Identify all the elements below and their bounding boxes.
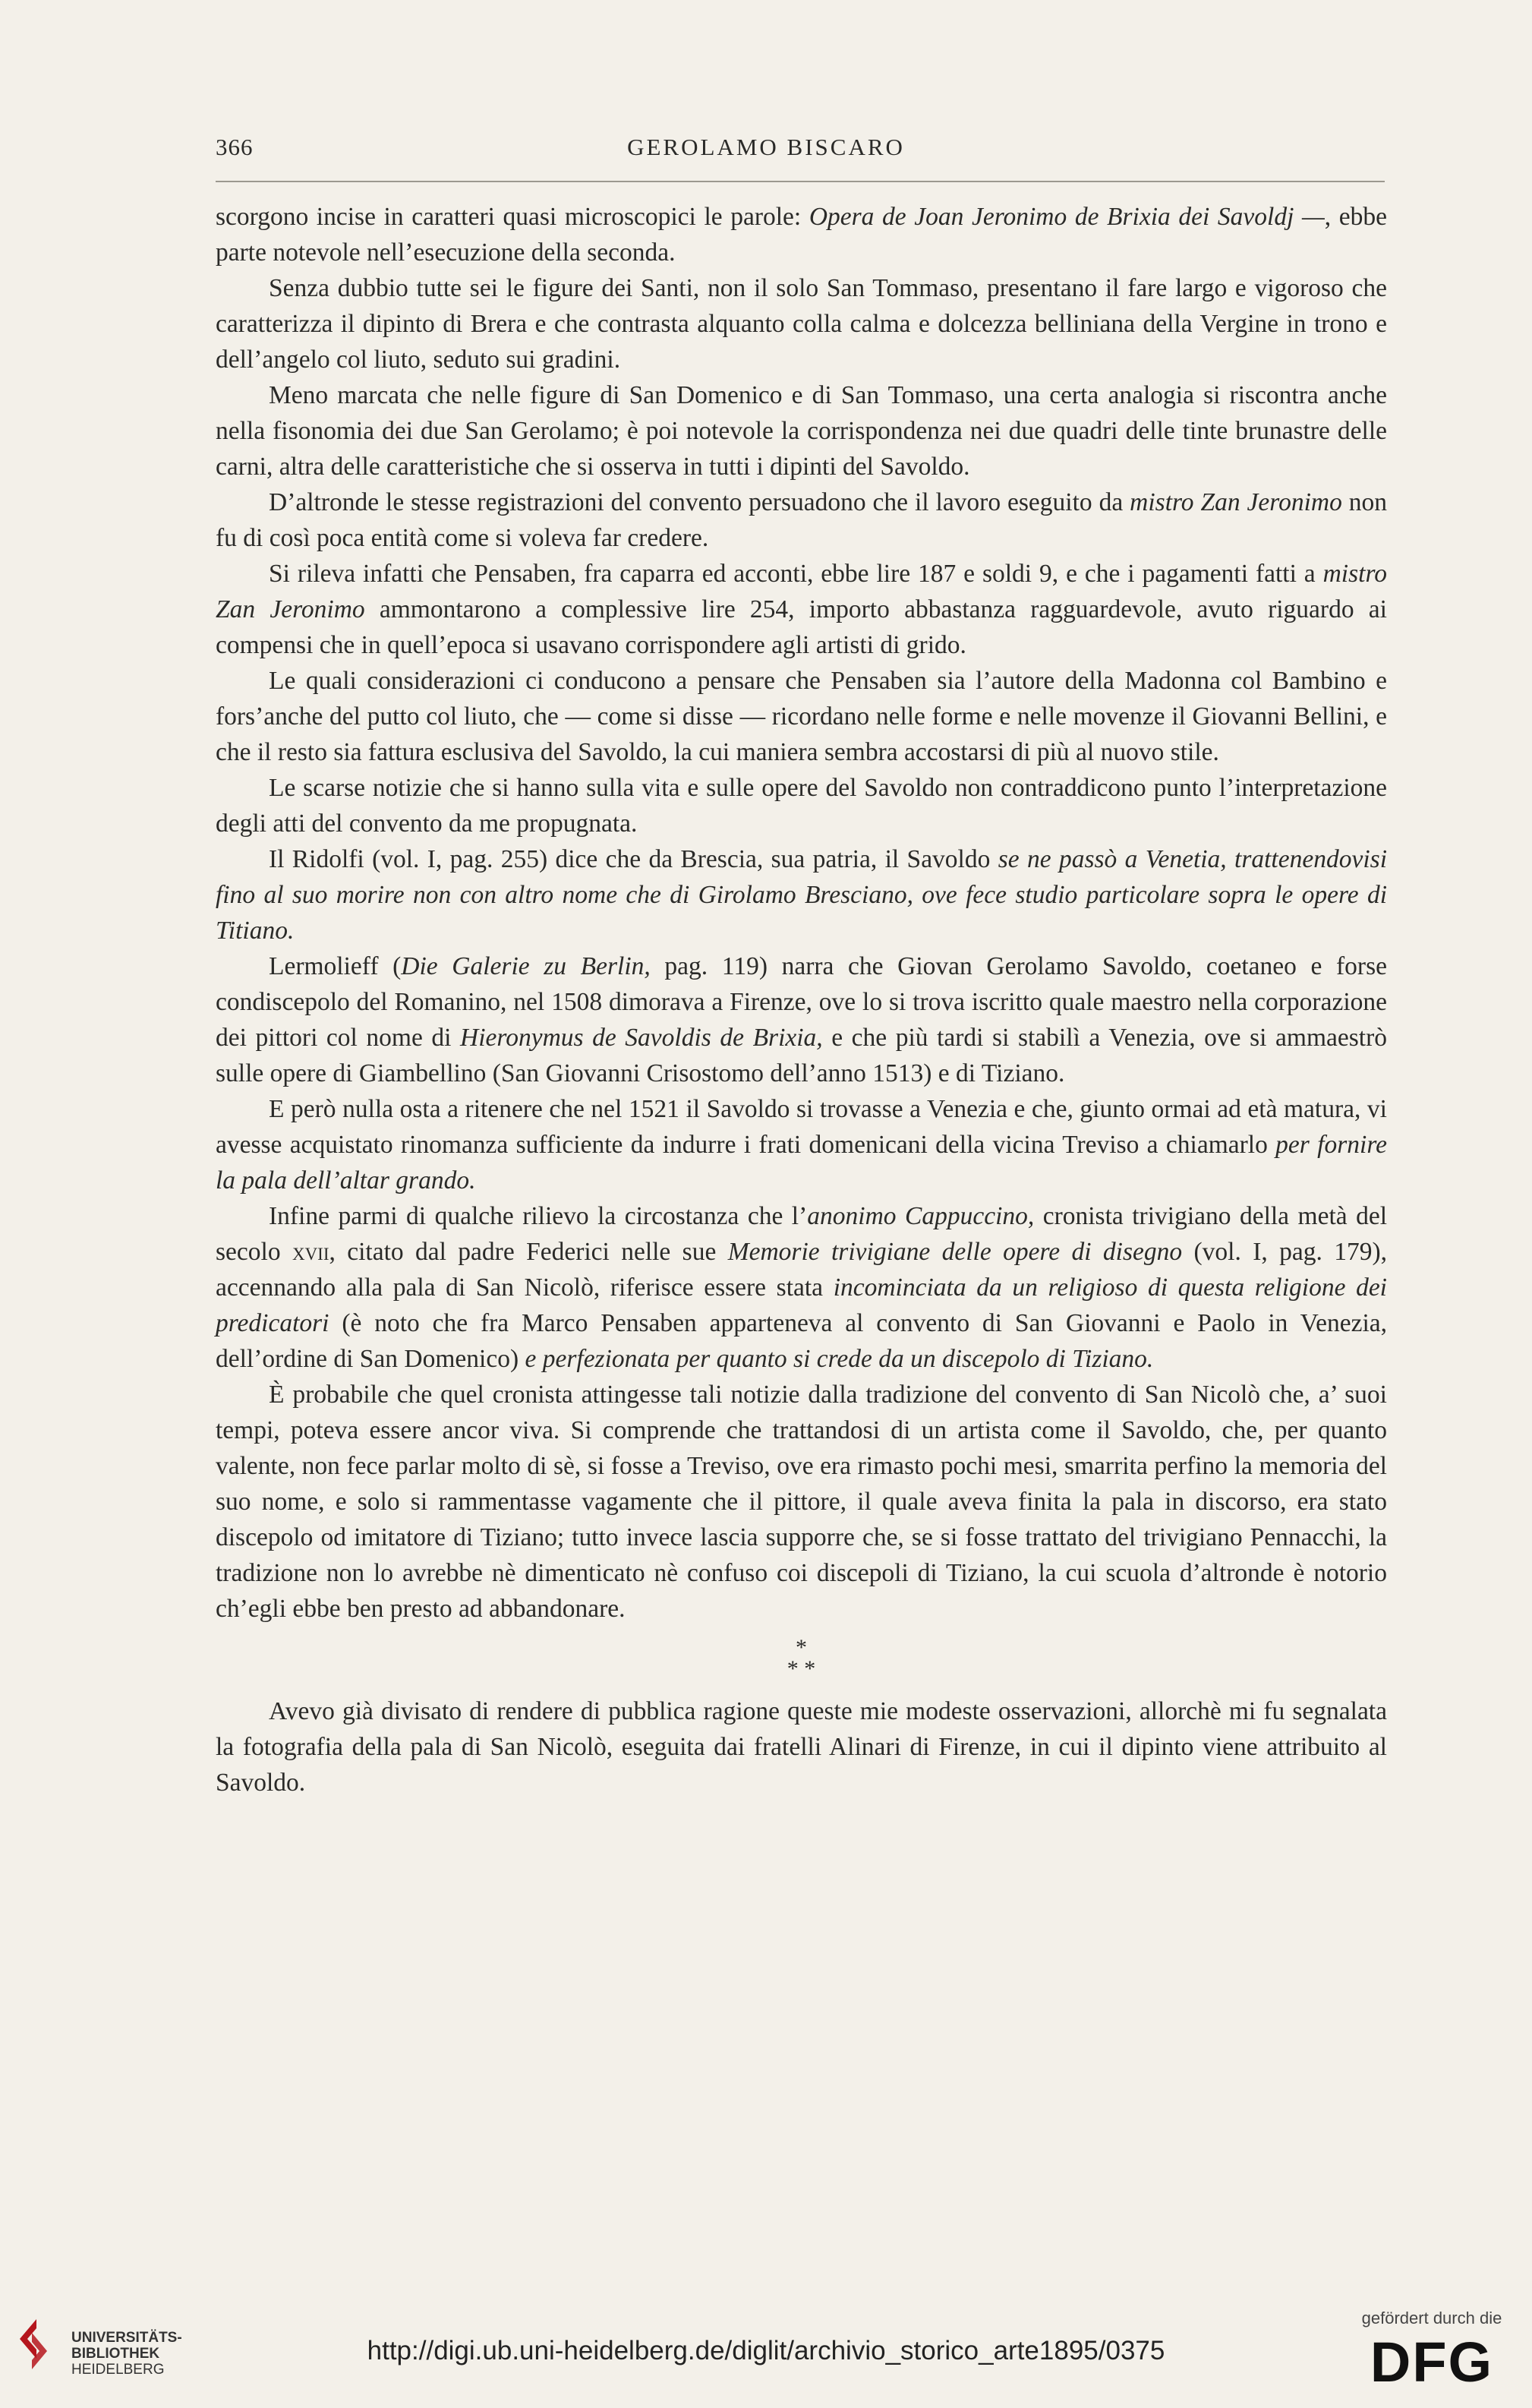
text-run: Si rileva infatti che Pensaben, fra caparra ed acconti, ebbe lire 187 e soldi 9, e che i pagamenti fatti a [269, 560, 1323, 588]
italic-run: mistro Zan Jeronimo [1130, 488, 1342, 516]
paragraph-list [216, 199, 1387, 1627]
italic-run: mistro Zan Jeronimo [216, 560, 1387, 623]
text-run: Infine parmi di qualche rilievo la circostanza che l’ [269, 1202, 808, 1230]
page-number: 366 [216, 134, 254, 160]
paragraph [216, 377, 1387, 484]
small-caps-run: xvii [292, 1238, 329, 1266]
text-run: Le scarse notizie che si hanno sulla vita e sulle opere del Savoldo non contraddicono punto l’interpretazione degli atti del convento da me propugnata. [216, 774, 1387, 838]
paragraph [216, 1198, 1387, 1377]
paragraph [216, 841, 1387, 948]
paragraph [216, 770, 1387, 841]
section-asterism [216, 1627, 1387, 1693]
italic-run: incominciata da un religioso di questa religione dei predicatori [216, 1273, 1387, 1337]
funding-block [1356, 2309, 1508, 2394]
library-name-line-2: BIBLIOTHEK [71, 2346, 160, 2362]
text-run: Meno marcata che nelle figure di San Domenico e di San Tommaso, una certa analogia si riscontra anche nella fisonomia dei due San Gerolamo; è poi notevole la corrispondenza nei due quadri delle tinte brunastre delle carni, altra delle caratteristiche che si osserva in tutti i dipinti del Savoldo. [216, 381, 1387, 481]
paragraph [216, 948, 1387, 1091]
italic-run: e perfezionata per quanto si crede da un discepolo di Tiziano. [525, 1345, 1154, 1373]
text-run: , ebbe parte notevole nell’esecuzione della seconda. [216, 203, 1387, 267]
text-run: non fu di così poca entità come si voleva far credere. [216, 488, 1388, 552]
text-run: Le quali considerazioni ci conducono a pensare che Pensaben sia l’autore della Madonna col Bambino e fors’anche del putto col liuto, che — come si disse — ricordano nelle forme e nelle movenze il Giovanni Bellini, e che il resto sia fattura esclusiva del Savoldo, la cui maniera sembra accostarsi di più al nuovo stile. [216, 667, 1387, 766]
italic-run: Hieronymus de Savoldis de Brixia, [460, 1024, 823, 1052]
text-run: È probabile che quel cronista attingesse tali notizie dalla tradizione del convento di San Nicolò che, a’ suoi tempi, poteva essere ancor viva. Si comprende che trattandosi di un artista come il Savoldo, che, per quanto valente, non fece parlar molto di sè, si fosse a Treviso, ove era rimasto pochi mesi, smarrita perfino la memoria del suo nome, e solo si rammentasse vagamente che il pittore, il quale aveva finita la pala in discorso, era stato discepolo od imitatore di Tiziano; tutto invece lascia supporre che, se si fosse trattato del trivigiano Pennacchi, la tradizione non lo avrebbe nè dimenticato nè confuso coi discepoli di Tiziano, la cui scuola d’altronde è notorio ch’egli ebbe ben presto ad abbandonare. [216, 1381, 1387, 1623]
text-run: e che più tardi si stabilì a Venezia, ove si ammaestrò sulle opere di Giambellino (San Giovanni Crisostomo dell’anno 1513) e di Tiziano. [216, 1024, 1387, 1087]
text-run: (vol. I, pag. 179), accennando alla pala di San Nicolò, riferisce essere stata [216, 1238, 1388, 1302]
paragraph [216, 556, 1387, 663]
header-rule [216, 181, 1385, 182]
text-run: ammontarono a complessive lire 254, importo abbastanza ragguardevole, avuto riguardo ai compensi che in quell’epoca si usavano corrispondere agli artisti di grido. [216, 595, 1387, 659]
asterism-bottom: * * [786, 1656, 816, 1681]
italic-run: Die Galerie zu Berlin, [401, 952, 651, 980]
final-paragraph-container [216, 1693, 1387, 1800]
paragraph [216, 484, 1387, 556]
paragraph [216, 199, 1387, 270]
text-run: cronista trivigiano della metà del secolo [216, 1202, 1388, 1266]
dfg-logo: DFG [1370, 2331, 1494, 2394]
paragraph [216, 663, 1387, 770]
body-text [216, 199, 1387, 1800]
library-name-line-1: UNIVERSITÄTS- [71, 2330, 182, 2346]
final-paragraph [216, 1693, 1387, 1800]
text-run: Avevo già divisato di rendere di pubblica ragione queste mie modeste osservazioni, allorchè mi fu segnalata la fotografia della pala di San Nicolò, eseguita dai fratelli Alinari di Firenze, in cui il dipinto viene attribuito al Savoldo. [216, 1697, 1387, 1797]
text-run: Lermolieff ( [269, 952, 402, 980]
page-footer [0, 2301, 1532, 2408]
paragraph [216, 1377, 1387, 1627]
asterism-top: * [796, 1635, 807, 1660]
italic-run: per fornire la pala dell’altar grando. [216, 1131, 1387, 1195]
text-run: (è noto che fra Marco Pensaben apparteneva al convento di San Giovanni e Paolo in Venezia, dell’ordine di San Domenico) [216, 1309, 1387, 1373]
library-name-line-3: HEIDELBERG [71, 2362, 165, 2378]
source-url[interactable]: http://digi.ub.uni-heidelberg.de/diglit/archivio_storico_arte1895/0375 [367, 2336, 1165, 2365]
text-run: , citato dal padre Federici nelle sue [329, 1238, 728, 1266]
funding-text: gefördert durch die [1361, 2309, 1502, 2328]
page-header [0, 134, 1532, 179]
running-title: GEROLAMO BISCARO [627, 134, 905, 160]
italic-run: anonimo Cappuccino, [807, 1202, 1035, 1230]
italic-run: Opera de Joan Jeronimo de Brixia dei Savoldj — [809, 203, 1325, 231]
text-run: E però nulla osta a ritenere che nel 1521 il Savoldo si trovasse a Venezia e che, giunto ormai ad età matura, vi avesse acquistato rinomanza sufficiente da indurre i frati domenicani della vicina Treviso a chiamarlo [216, 1095, 1387, 1159]
paragraph [216, 1091, 1387, 1198]
text-run: pag. 119) narra che Giovan Gerolamo Savoldo, coetaneo e forse condiscepolo del Romanino, nel 1508 dimorava a Firenze, ove lo si trova iscritto quale maestro nella corporazione dei pittori col nome di [216, 952, 1387, 1052]
italic-run: Memorie trivigiane delle opere di disegno [727, 1238, 1183, 1266]
italic-run: se ne passò a Venetia, trattenendovisi fino al suo morire non con altro nome che di Girolamo Bresciano, ove fece studio particolare sopra le opere di Titiano. [216, 845, 1388, 945]
text-run: scorgono incise in caratteri quasi microscopici le parole: [216, 203, 809, 231]
paragraph [216, 270, 1387, 377]
text-run: Il Ridolfi (vol. I, pag. 255) dice che da Brescia, sua patria, il Savoldo [269, 845, 998, 873]
text-run: D’altronde le stesse registrazioni del convento persuadono che il lavoro eseguito da [269, 488, 1130, 516]
text-run: Senza dubbio tutte sei le figure dei Santi, non il solo San Tommaso, presentano il fare largo e vigoroso che caratterizza il dipinto di Brera e che contrasta alquanto colla calma e dolcezza belliniana della Vergine in trono e dell’angelo col liuto, seduto sui gradini. [216, 274, 1387, 374]
